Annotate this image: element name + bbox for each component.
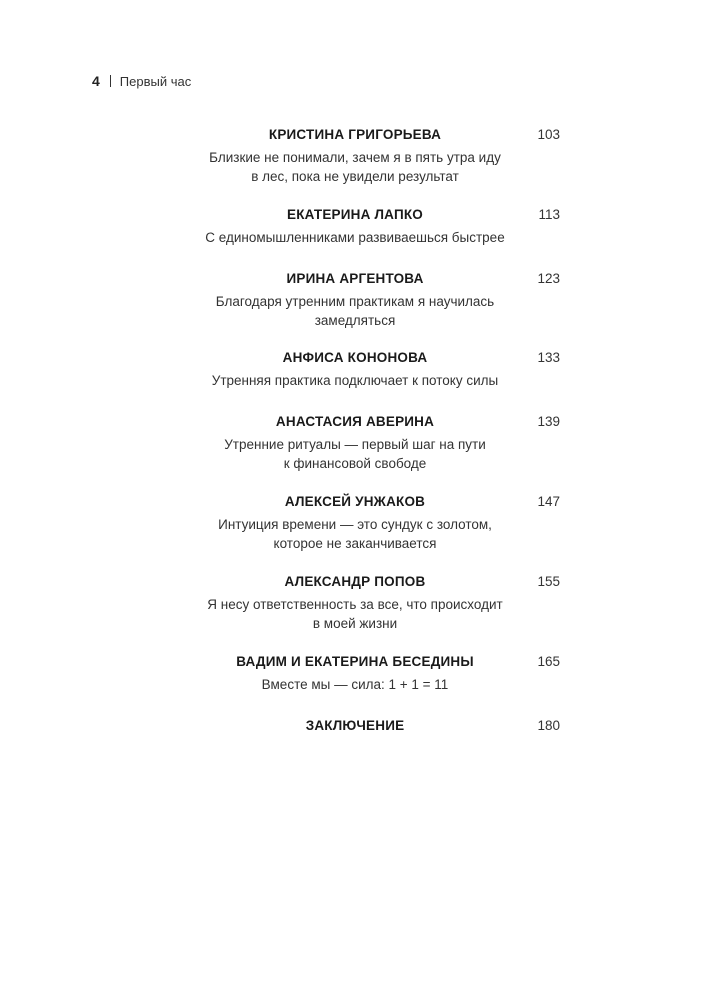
toc-entry-page: 165 bbox=[537, 654, 560, 669]
toc-entry-subtitle bbox=[170, 435, 540, 473]
toc-entry-title: ЕКАТЕРИНА ЛАПКО bbox=[286, 207, 424, 222]
header-separator bbox=[110, 75, 111, 87]
toc-entry-page: 147 bbox=[537, 494, 560, 509]
subtitle-line: замедляться bbox=[314, 313, 396, 328]
subtitle-line: Благодаря утренним практикам я научилась bbox=[215, 294, 495, 309]
subtitle-line: Утренняя практика подключает к потоку силы bbox=[211, 373, 499, 388]
toc-entry-page: 133 bbox=[537, 350, 560, 365]
subtitle-line: Близкие не понимали, зачем я в пять утра иду bbox=[209, 150, 501, 165]
toc-entry-title: АЛЕКСАНДР ПОПОВ bbox=[284, 574, 426, 589]
toc-entry-title: АЛЕКСЕЙ УНЖАКОВ bbox=[284, 494, 426, 509]
toc-entry-title: ИРИНА АРГЕНТОВА bbox=[286, 271, 424, 286]
running-head bbox=[92, 73, 191, 89]
toc-entry-title: КРИСТИНА ГРИГОРЬЕВА bbox=[268, 127, 442, 142]
toc-entry-page: 139 bbox=[537, 414, 560, 429]
section-title: Первый час bbox=[119, 73, 192, 89]
subtitle-line: Интуиция времени — это сундук с золотом, bbox=[218, 517, 492, 532]
toc-entry-subtitle bbox=[170, 228, 540, 247]
toc-entry-subtitle bbox=[170, 148, 540, 186]
toc-entry-subtitle bbox=[170, 371, 540, 390]
toc-entry-title: АНФИСА КОНОНОВА bbox=[282, 350, 428, 365]
subtitle-line: Вместе мы — сила: 1 + 1 = 11 bbox=[261, 677, 449, 692]
toc-entry-title: ВАДИМ И ЕКАТЕРИНА БЕСЕДИНЫ bbox=[236, 654, 474, 669]
toc-entry-title: АНАСТАСИЯ АВЕРИНА bbox=[275, 414, 435, 429]
toc-entry-subtitle bbox=[170, 675, 540, 694]
toc-entry-subtitle bbox=[170, 515, 540, 553]
toc-entry-page: 155 bbox=[537, 574, 560, 589]
toc-entry-page: 180 bbox=[537, 718, 560, 733]
subtitle-line: С единомышленниками развиваешься быстрее bbox=[205, 230, 505, 245]
page-number: 4 bbox=[92, 73, 100, 89]
subtitle-line: к финансовой свободе bbox=[283, 456, 427, 471]
toc-entry-title: ЗАКЛЮЧЕНИЕ bbox=[305, 718, 405, 733]
subtitle-line: в моей жизни bbox=[312, 616, 398, 631]
toc-entry-subtitle bbox=[170, 595, 540, 633]
toc-entry-page: 103 bbox=[537, 127, 560, 142]
subtitle-line: Утренние ритуалы — первый шаг на пути bbox=[224, 437, 486, 452]
subtitle-line: в лес, пока не увидели результат bbox=[251, 169, 459, 184]
toc-entry-subtitle bbox=[170, 292, 540, 330]
toc-entry-page: 123 bbox=[537, 271, 560, 286]
toc-entry-page: 113 bbox=[538, 207, 560, 222]
subtitle-line: Я несу ответственность за все, что происходит bbox=[207, 597, 503, 612]
subtitle-line: которое не заканчивается bbox=[273, 536, 437, 551]
